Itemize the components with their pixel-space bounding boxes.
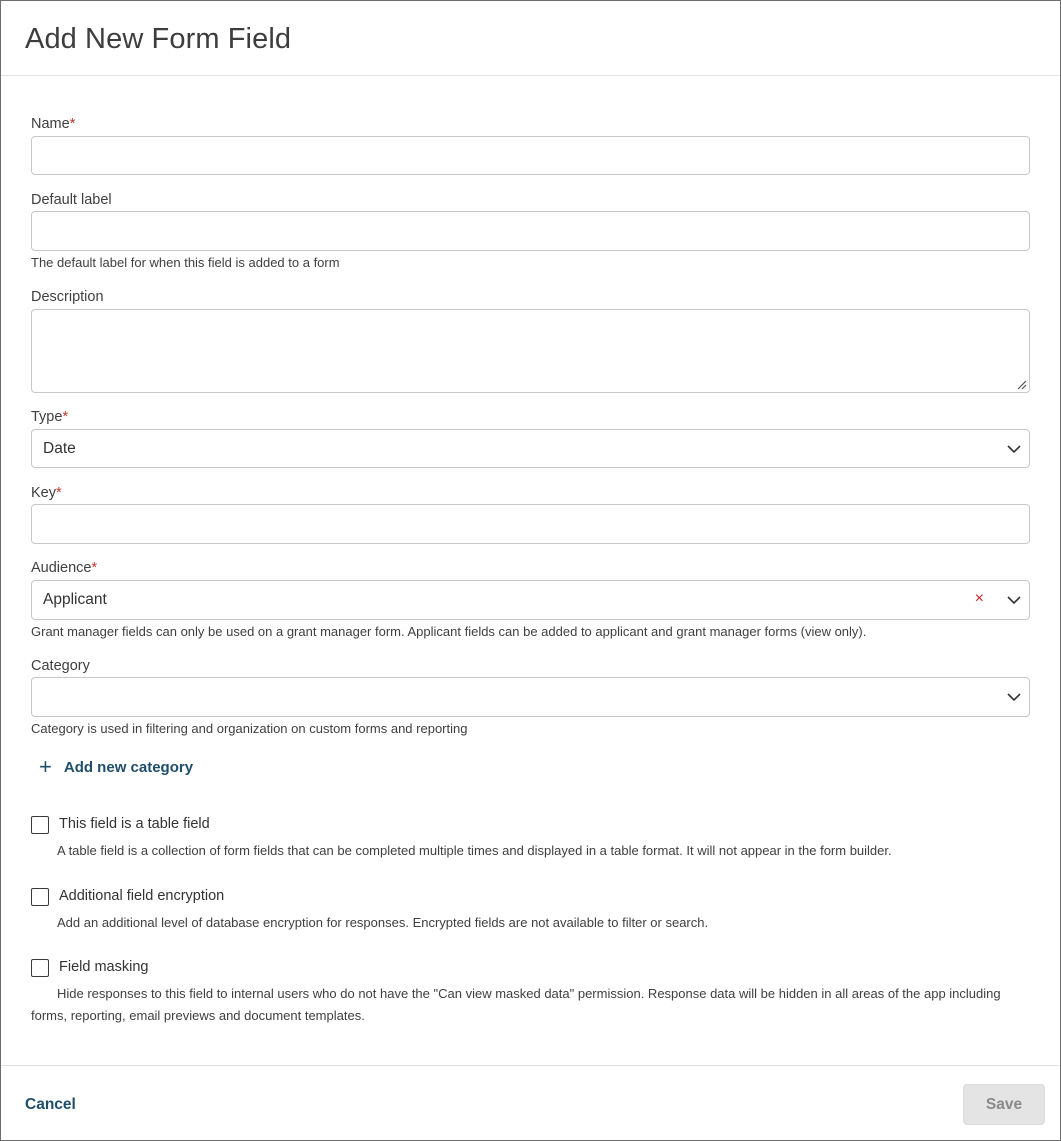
- required-marker: *: [56, 485, 62, 501]
- add-new-category-button[interactable]: [39, 754, 194, 779]
- add-new-category-label: Add new category: [63, 758, 194, 776]
- default-label-label: Default label: [31, 192, 112, 208]
- field-masking-checkbox[interactable]: [31, 959, 49, 977]
- field-encryption-description: Add an additional level of database encryption for responses. Encrypted fields are not available to filter or search.: [57, 915, 709, 930]
- plus-icon: +: [39, 754, 52, 779]
- type-label-text: Type: [31, 409, 63, 425]
- close-icon[interactable]: ×: [974, 590, 984, 608]
- field-masking-description: Hide responses to this field to internal users who do not have the "Can view masked data" permission. Response data will be hidden in all areas of the app including forms, reporting, email previews and document templates.: [31, 986, 1001, 1023]
- description-textarea[interactable]: [31, 309, 1030, 393]
- required-marker: *: [91, 560, 98, 576]
- category-help: Category is used in filtering and organization on custom forms and reporting: [31, 721, 468, 736]
- chevron-down-icon[interactable]: [1006, 689, 1022, 705]
- required-marker: *: [69, 116, 76, 132]
- table-field-checkbox[interactable]: [31, 816, 49, 834]
- name-input[interactable]: [31, 136, 1030, 175]
- field-encryption-checkbox[interactable]: [31, 888, 49, 906]
- field-masking-label[interactable]: Field masking: [59, 959, 149, 975]
- type-select-value: Date: [43, 439, 76, 457]
- dialog-footer: [1, 1065, 1060, 1140]
- save-button[interactable]: Save: [963, 1084, 1045, 1125]
- audience-label: [31, 560, 97, 576]
- key-label-text: Key: [31, 485, 56, 501]
- category-select[interactable]: [31, 677, 1030, 717]
- dialog-header: [1, 1, 1060, 76]
- table-field-label[interactable]: This field is a table field: [59, 816, 210, 832]
- key-label: [31, 485, 62, 501]
- description-label: Description: [31, 289, 104, 305]
- field-encryption-label[interactable]: Additional field encryption: [59, 888, 225, 904]
- name-label: [31, 116, 75, 132]
- required-marker: *: [62, 409, 69, 425]
- type-label: [31, 409, 68, 425]
- chevron-down-icon[interactable]: [1006, 441, 1022, 457]
- key-input[interactable]: [31, 504, 1030, 544]
- audience-select-value: Applicant: [43, 591, 107, 608]
- type-select[interactable]: [31, 429, 1030, 468]
- dialog-title: Add New Form Field: [25, 22, 292, 55]
- default-label-help: The default label for when this field is added to a form: [31, 255, 340, 270]
- name-label-text: Name: [31, 116, 70, 132]
- resize-grip-icon[interactable]: [1016, 379, 1027, 390]
- cancel-button[interactable]: Cancel: [25, 1096, 76, 1113]
- audience-label-text: Audience: [31, 560, 92, 576]
- chevron-down-icon[interactable]: [1006, 592, 1022, 608]
- audience-help: Grant manager fields can only be used on a grant manager form. Applicant fields can be added to applicant and grant manager forms (view only).: [31, 624, 867, 639]
- category-label: Category: [31, 658, 90, 674]
- table-field-description: A table field is a collection of form fields that can be completed multiple times and displayed in a table format. It will not appear in the form builder.: [57, 843, 892, 858]
- default-label-input[interactable]: [31, 211, 1030, 251]
- audience-select[interactable]: [31, 580, 1030, 620]
